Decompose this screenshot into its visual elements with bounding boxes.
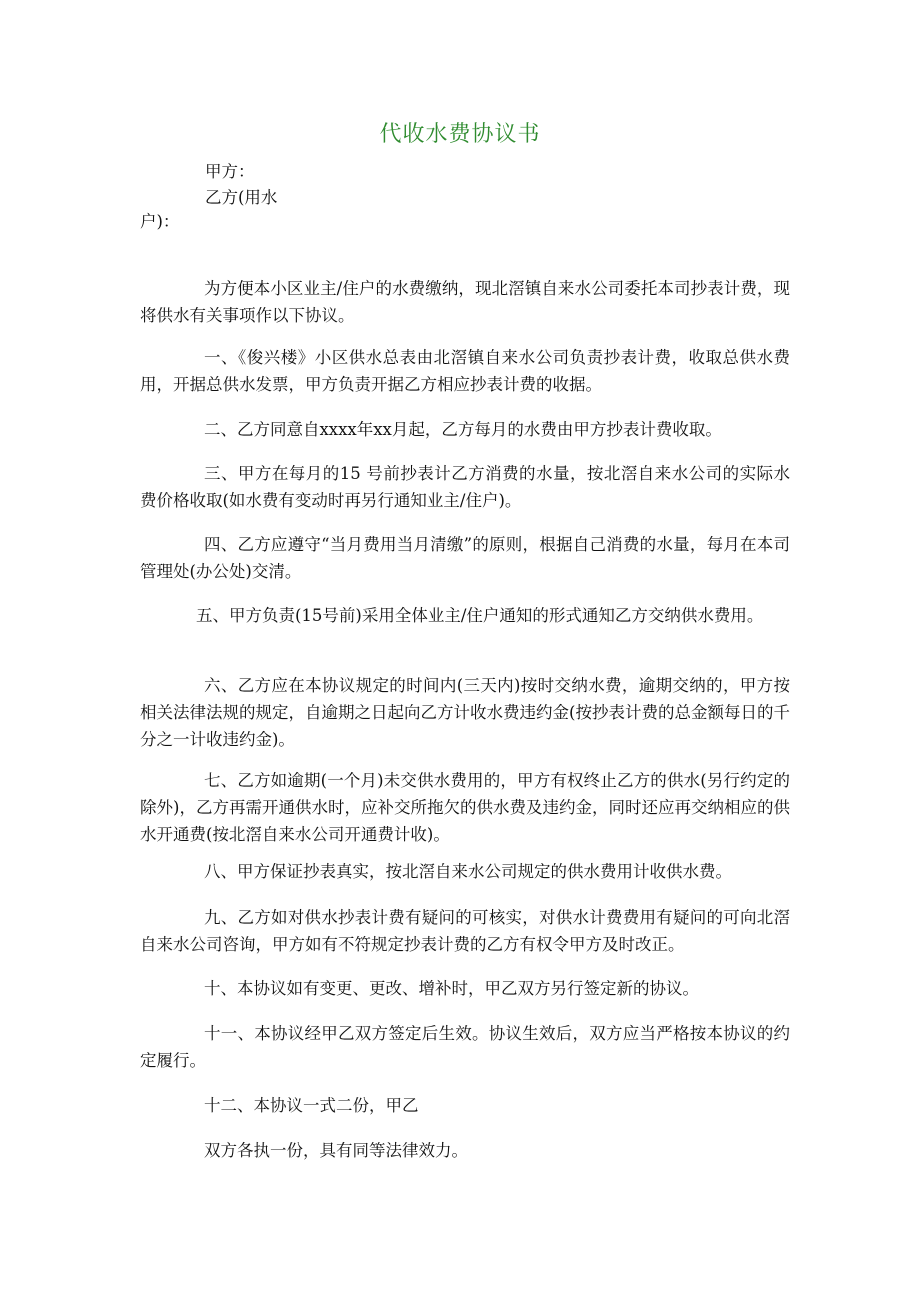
paragraph-clause-7: 七、乙方如逾期(一个月)未交供水费用的，甲方有权终止乙方的供水(另行约定的除外)，乙方再需开通供水时，应补交所拖欠的供水费及违约金，同时还应再交纳相应的供水开通费(按北滘自来水公司开通费计收)。 xyxy=(140,771,790,844)
party-b-label-line1: 乙方(用水 xyxy=(205,188,278,207)
paragraph-clause-6: 六、乙方应在本协议规定的时间内(三天内)按时交纳水费，逾期交纳的，甲方按相关法律法规的规定，自逾期之日起向乙方计收水费违约金(按抄表计费的总金额每日的千分之一计收违约金)。 xyxy=(140,676,790,749)
paragraph-clause-10: 十、本协议如有变更、更改、增补时，甲乙双方另行签定新的协议。 xyxy=(204,979,699,998)
paragraph-clause-1: 一、《俊兴楼》小区供水总表由北滘镇自来水公司负责抄表计费，收取总供水费用，开据总供水发票，甲方负责开据乙方相应抄表计费的收据。 xyxy=(140,348,790,394)
paragraph-intro: 为方便本小区业主/住户的水费缴纳，现北滘镇自来水公司委托本司抄表计费，现将供水有关事项作以下协议。 xyxy=(140,279,790,325)
document-title: 代收水费协议书 xyxy=(379,122,541,147)
paragraph-clause-2: 二、乙方同意自xxxx年xx月起，乙方每月的水费由甲方抄表计费收取。 xyxy=(204,420,722,439)
paragraph-clause-9: 九、乙方如对供水抄表计费有疑问的可核实，对供水计费费用有疑问的可向北滘自来水公司咨询，甲方如有不符规定抄表计费的乙方有权令甲方及时改正。 xyxy=(140,908,790,954)
paragraph-clause-4: 四、乙方应遵守“当月费用当月清缴”的原则，根据自己消费的水量，每月在本司管理处(办公处)交清。 xyxy=(140,535,790,581)
paragraph-clause-5: 五、甲方负责(15号前)采用全体业主/住户通知的形式通知乙方交纳供水费用。 xyxy=(196,606,764,625)
paragraph-clause-12: 十二、本协议一式二份，甲乙 xyxy=(204,1096,419,1115)
paragraph-clause-12-cont: 双方各执一份，具有同等法律效力。 xyxy=(204,1141,468,1160)
paragraph-clause-3: 三、甲方在每月的15 号前抄表计乙方消费的水量，按北滘自来水公司的实际水费价格收取(如水费有变动时再另行通知业主/住户)。 xyxy=(140,464,790,510)
party-b-label-line2: 户)： xyxy=(140,212,180,231)
paragraph-clause-8: 八、甲方保证抄表真实，按北滘自来水公司规定的供水费用计收供水费。 xyxy=(204,862,732,881)
party-a-label: 甲方： xyxy=(205,162,255,181)
paragraph-clause-11: 十一、本协议经甲乙双方签定后生效。协议生效后，双方应当严格按本协议的约定履行。 xyxy=(140,1024,790,1070)
